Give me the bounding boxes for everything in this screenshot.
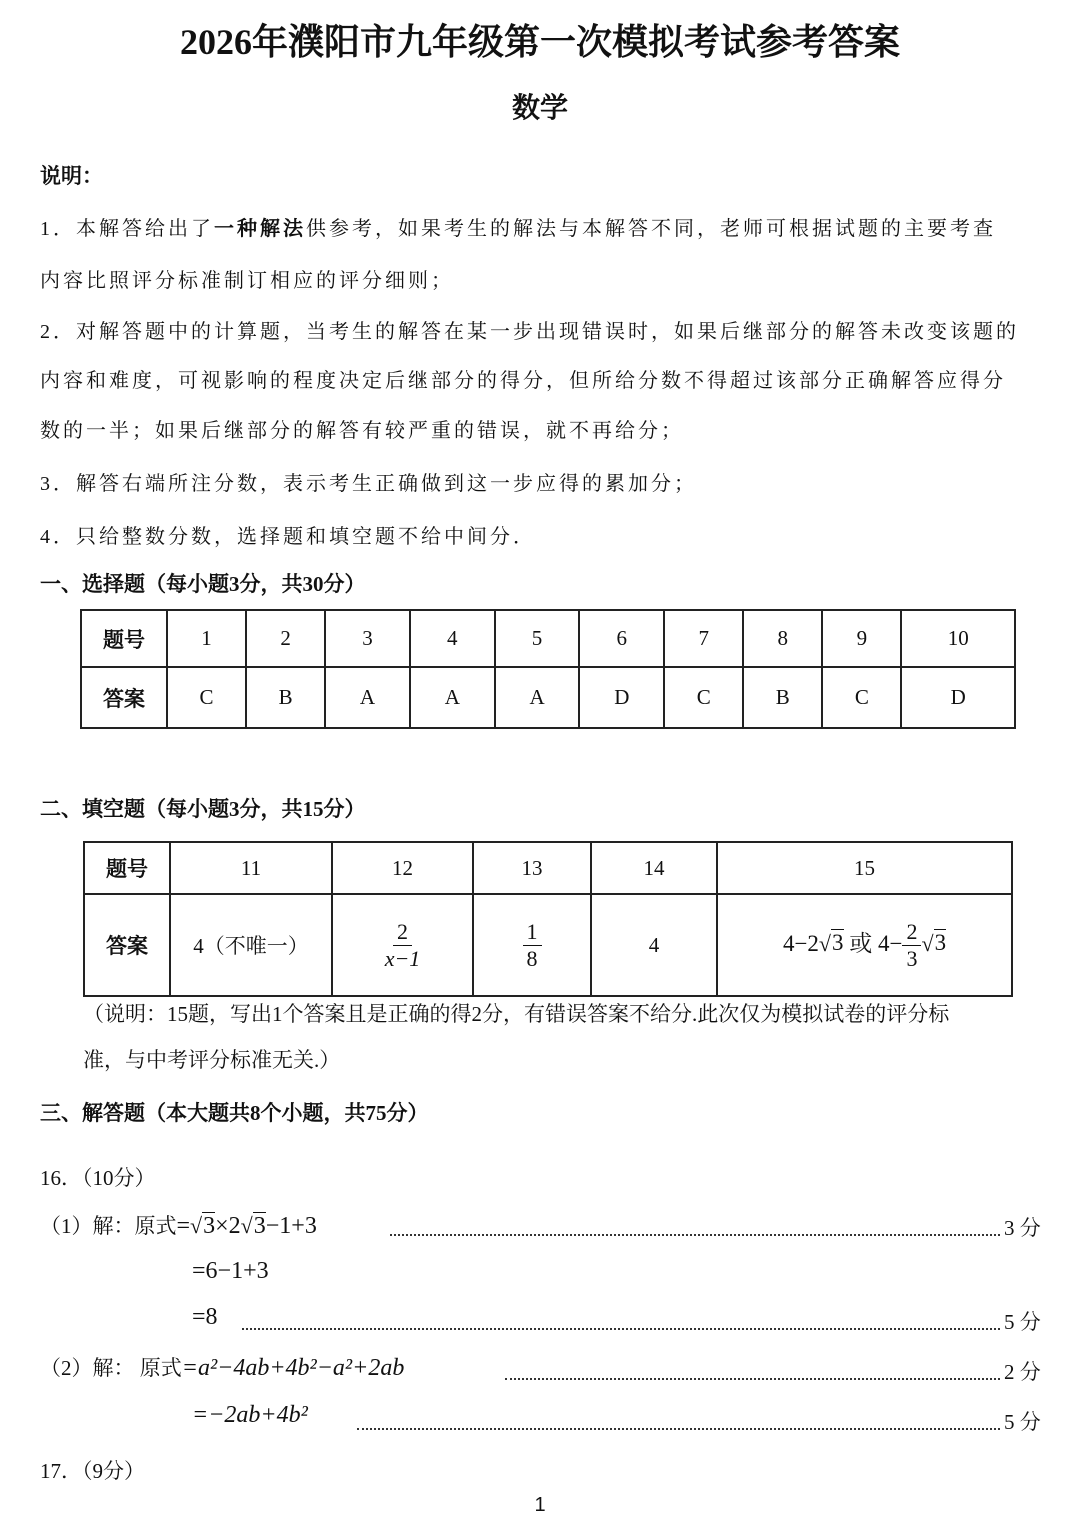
table-header-answer: 答案 <box>84 894 170 996</box>
answer-14: 4 <box>591 894 717 996</box>
question-number: 10 <box>901 610 1015 667</box>
page-title: 2026年濮阳市九年级第一次模拟考试参考答案 <box>179 22 900 62</box>
answer-cell: B <box>246 667 325 728</box>
expr-part: = <box>176 1213 191 1239</box>
sqrt-radicand: 3 <box>253 1213 266 1239</box>
section2-heading: 二、填空题（每小题3分，共15分） <box>40 797 366 821</box>
fraction-denominator: 3 <box>906 945 918 971</box>
answer-13 <box>473 894 591 996</box>
section2-note-cont: 准，与中考评分标准无关.） <box>83 1048 341 1072</box>
question-number: 15 <box>717 842 1012 894</box>
question-number: 5 <box>495 610 580 667</box>
q16-part1-line2: =6−1+3 <box>192 1258 269 1284</box>
fraction-numerator: 2 <box>902 919 921 946</box>
question-number: 3 <box>325 610 410 667</box>
q16-part2-line2 <box>192 1402 308 1429</box>
solution-prefix: （2）解： 原式 <box>40 1356 182 1380</box>
q16-part1-line3: =8 <box>192 1304 218 1330</box>
question-number: 13 <box>473 842 591 894</box>
dotted-leader <box>242 1328 1000 1330</box>
question-number: 14 <box>591 842 717 894</box>
sqrt-radicand: 3 <box>934 930 947 956</box>
q16-label: 16．（10分） <box>40 1166 156 1190</box>
answer-cell: B <box>743 667 822 728</box>
fraction-numerator: 2 <box>393 919 412 946</box>
fraction-denominator: 8 <box>526 945 538 971</box>
expr-part: 4−2 <box>782 930 819 956</box>
or-text: 或 <box>849 930 873 956</box>
answer-cell: C <box>822 667 901 728</box>
q16-part1-line1: （1）解：原式=√3×2√3−1+3 <box>40 1213 317 1239</box>
table-header-number: 题号 <box>84 842 170 894</box>
question-number: 12 <box>332 842 473 894</box>
answer-15: 4−2√3 或 4− $\frac{2}{3}$ √3 <box>717 894 1012 996</box>
answer-11: 4（不唯一） <box>170 894 332 996</box>
note-1-cont: 内容比照评分标准制订相应的评分细则； <box>40 270 454 292</box>
answer-cell: C <box>167 667 246 728</box>
note-2: 2．对解答题中的计算题，当考生的解答在某一步出现错误时，如果后继部分的解答未改变该题的 <box>40 321 1019 343</box>
choice-answer-table <box>80 609 1016 729</box>
fraction-numerator: 1 <box>523 919 542 946</box>
page-subtitle: 数学 <box>511 93 568 124</box>
table-header-answer: 答案 <box>81 667 167 728</box>
expr-part: =−2ab+4b² <box>192 1402 308 1428</box>
solution-prefix: （1）解：原式 <box>40 1214 177 1238</box>
answer-cell: A <box>495 667 580 728</box>
expr-part: =a²−4ab+4b²−a²+2ab <box>181 1355 405 1381</box>
dotted-leader <box>357 1428 1000 1430</box>
question-number: 7 <box>664 610 743 667</box>
question-number: 11 <box>170 842 332 894</box>
score: 3 分 <box>1004 1216 1041 1240</box>
answer-cell: A <box>410 667 495 728</box>
expr-part: −1+3 <box>265 1213 317 1239</box>
note-2-cont2: 数的一半；如果后继部分的解答有较严重的错误，就不再给分； <box>40 420 684 442</box>
section3-heading: 三、解答题（本大题共8个小题，共75分） <box>40 1101 429 1125</box>
notes-heading: 说明： <box>40 164 103 188</box>
score: 5 分 <box>1004 1410 1041 1434</box>
fill-blank-answer-table <box>83 841 1013 997</box>
answer-12 <box>332 894 473 996</box>
note-1 <box>40 212 996 241</box>
expr-part: 4− <box>878 930 903 956</box>
answer-cell: D <box>901 667 1015 728</box>
answer-cell: C <box>664 667 743 728</box>
score: 5 分 <box>1004 1310 1041 1334</box>
note-1-text-a: 1．本解答给出了 <box>40 218 214 240</box>
sqrt-radicand: 3 <box>203 1213 216 1239</box>
question-number: 2 <box>246 610 325 667</box>
q17-label: 17．（9分） <box>40 1459 145 1483</box>
score: 2 分 <box>1004 1360 1041 1384</box>
section1-heading: 一、选择题（每小题3分，共30分） <box>40 572 366 596</box>
page-number: 1 <box>534 1494 546 1516</box>
dotted-leader <box>505 1378 1000 1380</box>
expr-part: ×2 <box>215 1213 241 1239</box>
dotted-leader <box>390 1234 1000 1236</box>
fraction-denominator: x−1 <box>384 945 421 971</box>
question-number: 1 <box>167 610 246 667</box>
sqrt-radicand: 3 <box>832 930 844 956</box>
q16-part2-line1 <box>40 1352 404 1382</box>
answer-cell: A <box>325 667 410 728</box>
answer-cell: D <box>579 667 664 728</box>
table-header-number: 题号 <box>81 610 167 667</box>
note-4: 4．只给整数分数，选择题和填空题不给中间分． <box>40 526 536 548</box>
note-2-cont: 内容和难度，可视影响的程度决定后继部分的得分，但所给分数不得超过该部分正确解答应得分 <box>40 370 1006 392</box>
section2-note: （说明：15题，写出1个答案且是正确的得2分，有错误答案不给分.此次仅为模拟试卷的评分标 <box>83 1002 950 1026</box>
question-number: 6 <box>579 610 664 667</box>
note-1-bold: 一种解法 <box>214 218 306 240</box>
note-3: 3．解答右端所注分数，表示考生正确做到这一步应得的累加分； <box>40 473 697 495</box>
question-number: 9 <box>822 610 901 667</box>
question-number: 8 <box>743 610 822 667</box>
question-number: 4 <box>410 610 495 667</box>
note-1-text-b: 供参考，如果考生的解法与本解答不同，老师可根据试题的主要考查 <box>306 218 996 240</box>
